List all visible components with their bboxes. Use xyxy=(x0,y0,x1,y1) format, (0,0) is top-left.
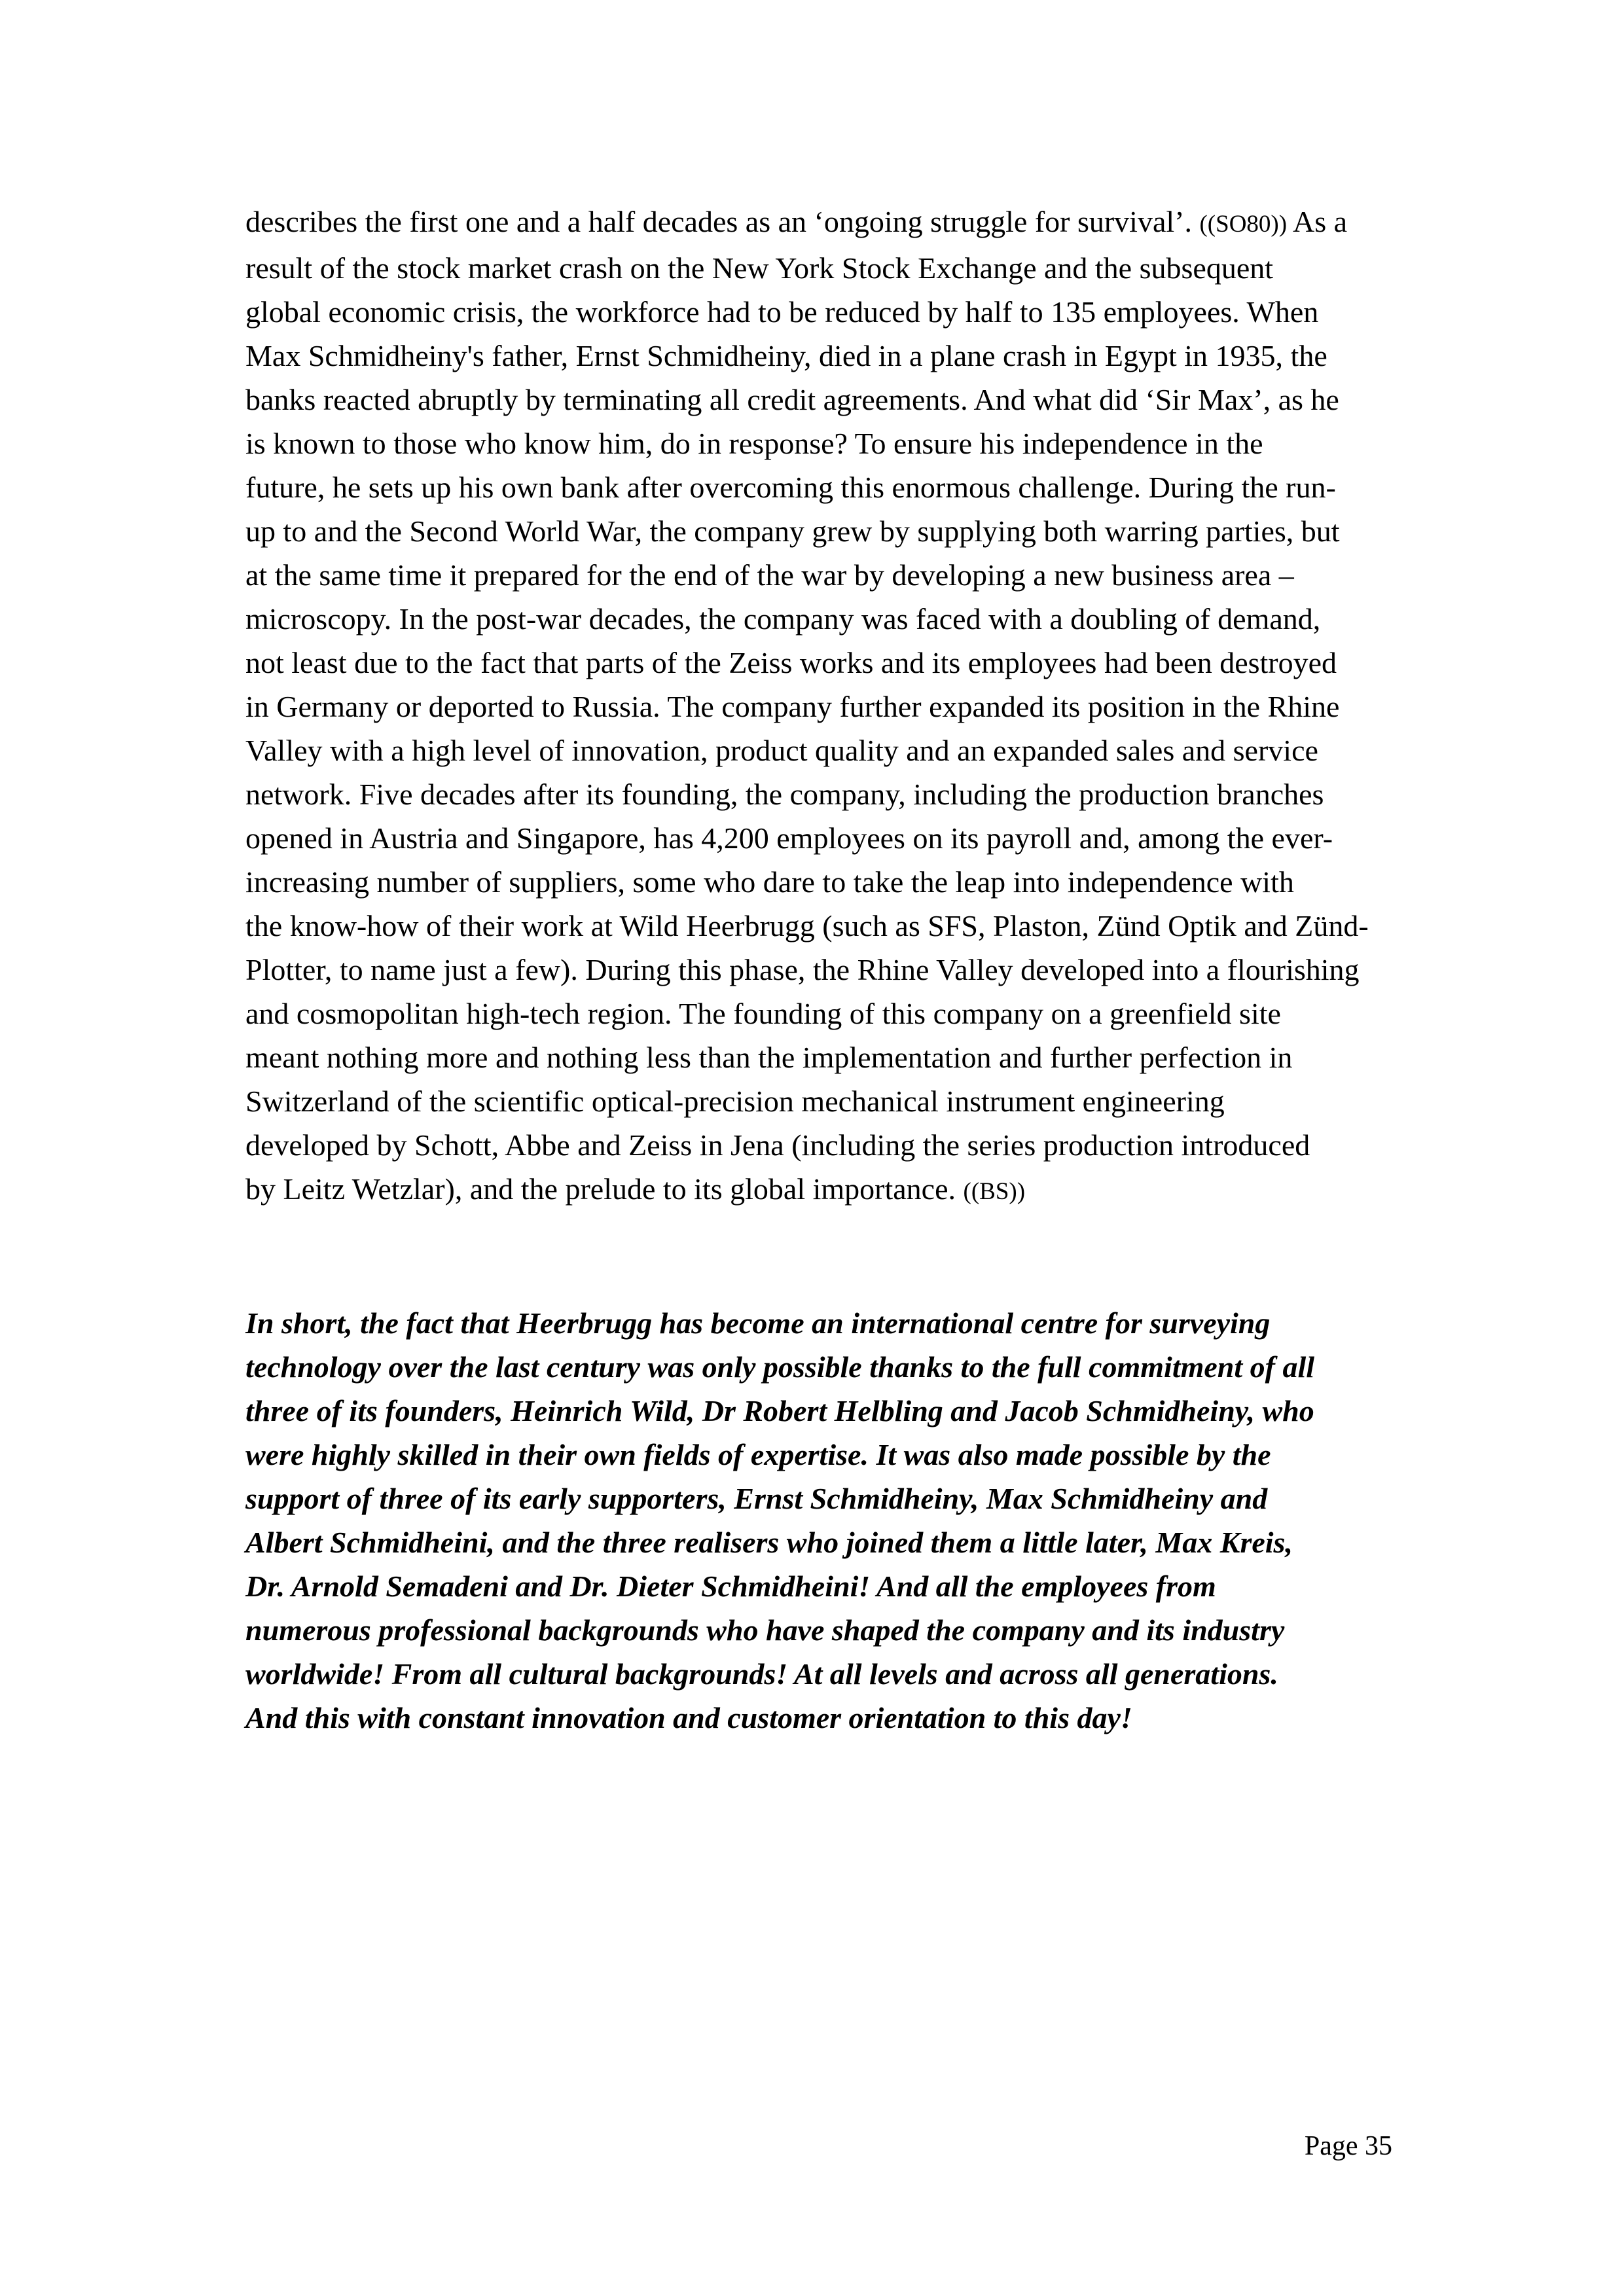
text-line: developed by Schott, Abbe and Zeiss in Jena (including the series production introduced xyxy=(245,1128,1310,1162)
text-line: describes the first one and a half decades as an ‘ongoing struggle for survival’. ((SO80)) As a xyxy=(245,205,1348,238)
text-line: Albert Schmidheini, and the three realisers who joined them a little later, Max Kreis, xyxy=(245,1526,1293,1559)
text-line: in Germany or deported to Russia. The company further expanded its position in the Rhine xyxy=(245,690,1340,723)
text-line: network. Five decades after its founding, the company, including the production branches xyxy=(245,778,1324,811)
page-number-label: Page 35 xyxy=(1304,2131,1392,2161)
source-annotation: ((BS)) xyxy=(963,1178,1026,1205)
text-line: opened in Austria and Singapore, has 4,200 employees on its payroll and, among the ever- xyxy=(245,821,1333,855)
text-line: were highly skilled in their own fields of expertise. It was also made possible by the xyxy=(245,1438,1271,1471)
text-line: the know-how of their work at Wild Heerbrugg (such as SFS, Plaston, Zünd Optik and Zünd- xyxy=(245,909,1369,942)
text-line: up to and the Second World War, the company grew by supplying both warring parties, but xyxy=(245,514,1340,548)
text-line: microscopy. In the post-war decades, the company was faced with a doubling of demand, xyxy=(245,602,1321,636)
text-line: Plotter, to name just a few). During this phase, the Rhine Valley developed into a flourishing xyxy=(245,953,1360,986)
text-line: is known to those who know him, do in response? To ensure his independence in the xyxy=(245,427,1263,460)
text-line: Switzerland of the scientific optical-precision mechanical instrument engineering xyxy=(245,1085,1225,1118)
text-line: Max Schmidheiny's father, Ernst Schmidheiny, died in a plane crash in Egypt in 1935, the xyxy=(245,339,1327,372)
text-block xyxy=(245,200,1390,1740)
text-line: support of three of its early supporters, Ernst Schmidheiny, Max Schmidheiny and xyxy=(245,1482,1268,1515)
text-line: future, he sets up his own bank after overcoming this enormous challenge. During the run- xyxy=(245,471,1336,504)
body-paragraph xyxy=(245,200,1390,1213)
text-line: In short, the fact that Heerbrugg has become an international centre for surveying xyxy=(245,1306,1271,1340)
text-line: worldwide! From all cultural backgrounds! At all levels and across all generations. xyxy=(245,1657,1278,1691)
text-line: And this with constant innovation and customer orientation to this day! xyxy=(245,1701,1132,1734)
text-line: by Leitz Wetzlar), and the prelude to its global importance. ((BS)) xyxy=(245,1172,1026,1206)
text-line: meant nothing more and nothing less than the implementation and further perfection in xyxy=(245,1041,1293,1074)
text-line: result of the stock market crash on the New York Stock Exchange and the subsequent xyxy=(245,251,1274,285)
emphasis-paragraph xyxy=(245,1301,1390,1740)
text-line: banks reacted abruptly by terminating all credit agreements. And what did ‘Sir Max’, as he xyxy=(245,383,1339,416)
text-line: not least due to the fact that parts of the Zeiss works and its employees had been destroyed xyxy=(245,646,1337,679)
text-line: three of its founders, Heinrich Wild, Dr Robert Helbling and Jacob Schmidheiny, who xyxy=(245,1394,1314,1427)
source-annotation: ((SO80)) xyxy=(1199,211,1288,238)
text-line: technology over the last century was only possible thanks to the full commitment of all xyxy=(245,1350,1315,1384)
text-line: numerous professional backgrounds who have shaped the company and its industry xyxy=(245,1613,1285,1647)
text-line: global economic crisis, the workforce had to be reduced by half to 135 employees. When xyxy=(245,295,1319,329)
text-line: Valley with a high level of innovation, product quality and an expanded sales and service xyxy=(245,734,1318,767)
text-line: increasing number of suppliers, some who dare to take the leap into independence with xyxy=(245,865,1294,899)
text-line: and cosmopolitan high-tech region. The founding of this company on a greenfield site xyxy=(245,997,1281,1030)
text-line: Dr. Arnold Semadeni and Dr. Dieter Schmidheini! And all the employees from xyxy=(245,1570,1216,1603)
text-line: at the same time it prepared for the end of the war by developing a new business area – xyxy=(245,558,1294,592)
